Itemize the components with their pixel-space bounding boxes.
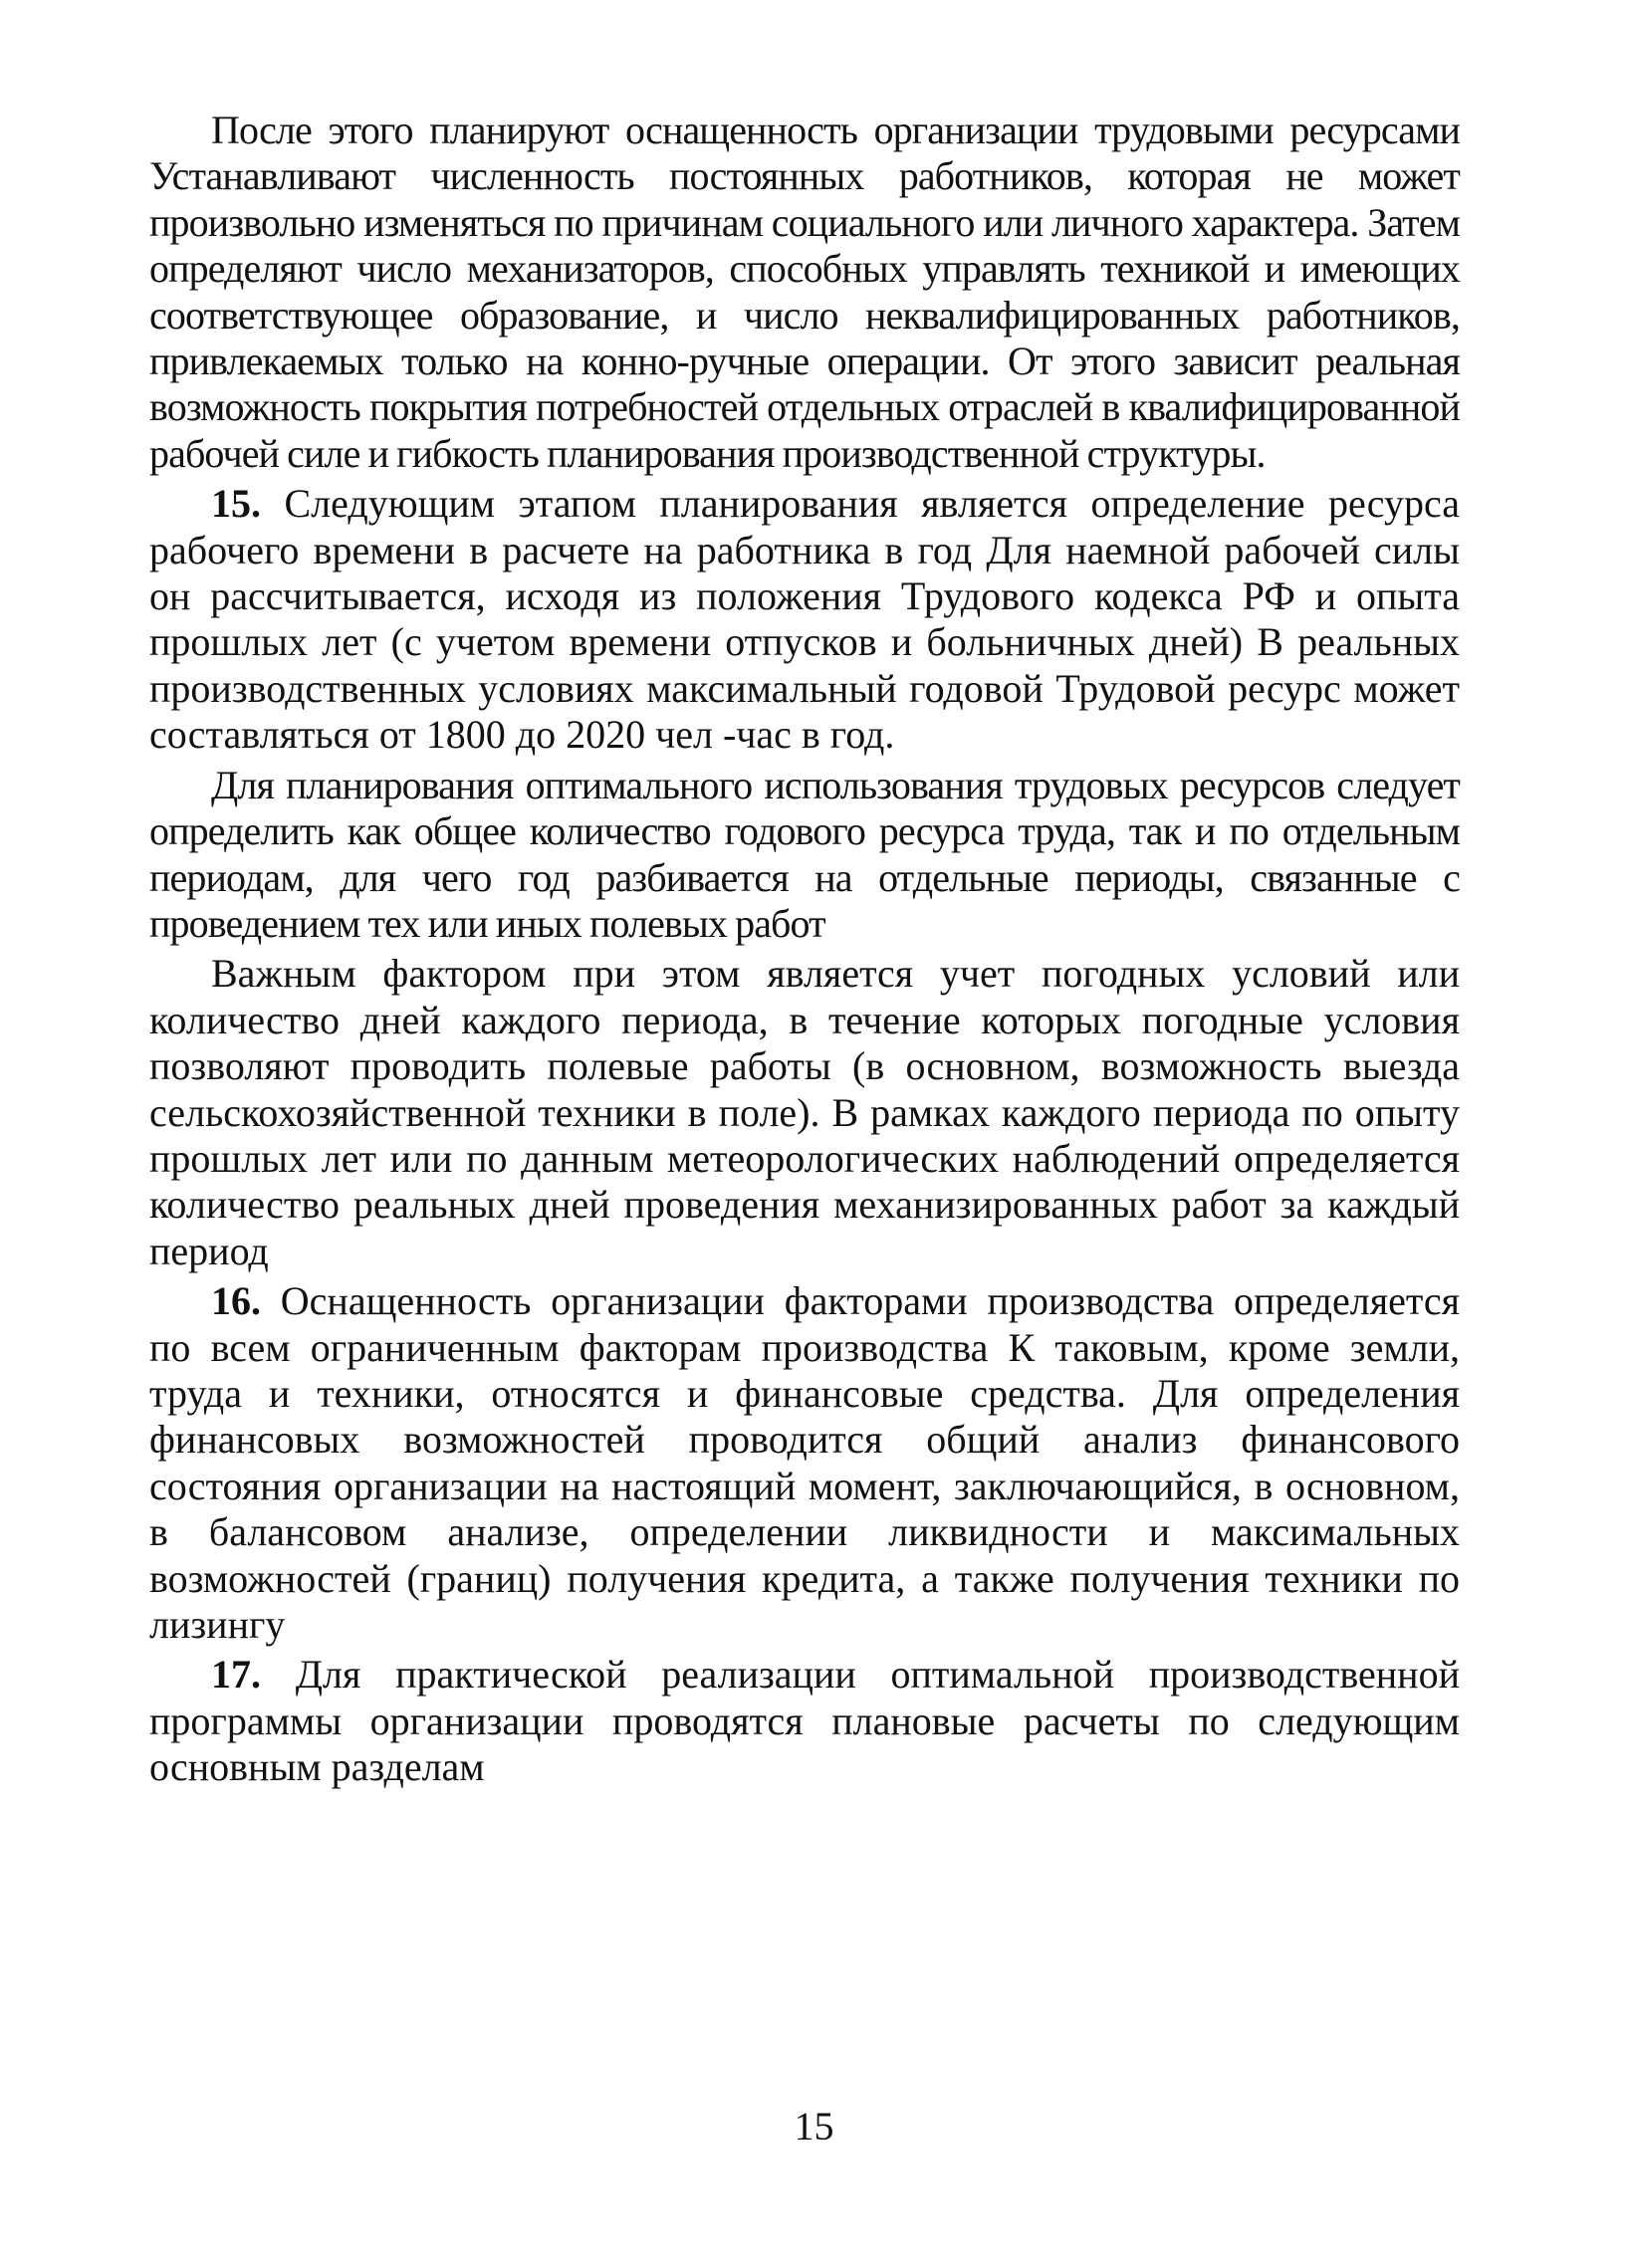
paragraph-15	[149, 481, 1460, 758]
paragraph-17	[149, 1652, 1460, 1790]
paragraph-text: Важным фактором при этом является учет погодных условий или количество дней каждого периода, в течение которых погодные условия позволяют проводить полевые работы (в основном, возможность выезда сельскохозяйственной техники в поле). В рамках каждого периода по опыту прошлых лет или по данным метеорологических наблюдений определяется количество реальных дней проведения механизированных работ за каждый период	[149, 951, 1460, 1273]
paragraph-text: Следующим этапом планирования является определение ресурса рабочего времени в расчете на работника в год Для наемной рабочей силы он рассчитывается, исходя из положения Трудового кодекса РФ и опыта прошлых лет (с учетом времени отпусков и больничных дней) В реальных производственных условиях максимальный годовой Трудовой ресурс может составляться от 1800 до 2020 чел -час в год.	[149, 481, 1460, 758]
paragraph-number: 17.	[211, 1652, 261, 1698]
paragraph-text: После этого планируют оснащенность организации трудовыми ресурсами Устанавливают численность постоянных работников, которая не может произвольно изменяться по причинам социального или личного характера. Затем определяют число механизаторов, способных управлять техникой и имеющих соответствующее образование, и число неквалифицированных работников, привлекаемых только на конно-ручные операции. От этого зависит реальная возможность покрытия потребностей отдельных отраслей в квалифицированной рабочей силе и гибкость планирования производственной структуры.	[149, 108, 1460, 476]
paragraph-optimal-usage	[149, 763, 1460, 948]
body-text	[149, 108, 1460, 1791]
paragraph-text: Для планирования оптимального использования трудовых ресурсов следует определить как общее количество годового ресурса труда, так и по отдельным периодам, для чего год разбивается на отдельные периоды, связанные с проведением тех или иных полевых работ	[149, 762, 1460, 946]
paragraph-text: Оснащенность организации факторами производства определяется по всем ограниченным факторам производства К таковым, кроме земли, труда и техники, относятся и финансовые средства. Для определения финансовых возможностей проводится общий анализ финансового состояния организации на настоящий момент, заключающийся, в основном, в балансовом анализе, определении ликвидности и максимальных возможностей (границ) получения кредита, а также получения техники по лизингу	[149, 1278, 1461, 1647]
paragraph-number: 16.	[211, 1278, 261, 1324]
page-number: 15	[794, 2104, 834, 2149]
paragraph-number: 15.	[211, 481, 261, 527]
paragraph-labor-resources	[149, 108, 1460, 477]
paragraph-text: Для практической реализации оптимальной производственной программы организации проводятся плановые расчеты по следующим основным разделам	[149, 1652, 1460, 1790]
paragraph-16	[149, 1278, 1460, 1648]
paragraph-weather-factor	[149, 951, 1460, 1274]
